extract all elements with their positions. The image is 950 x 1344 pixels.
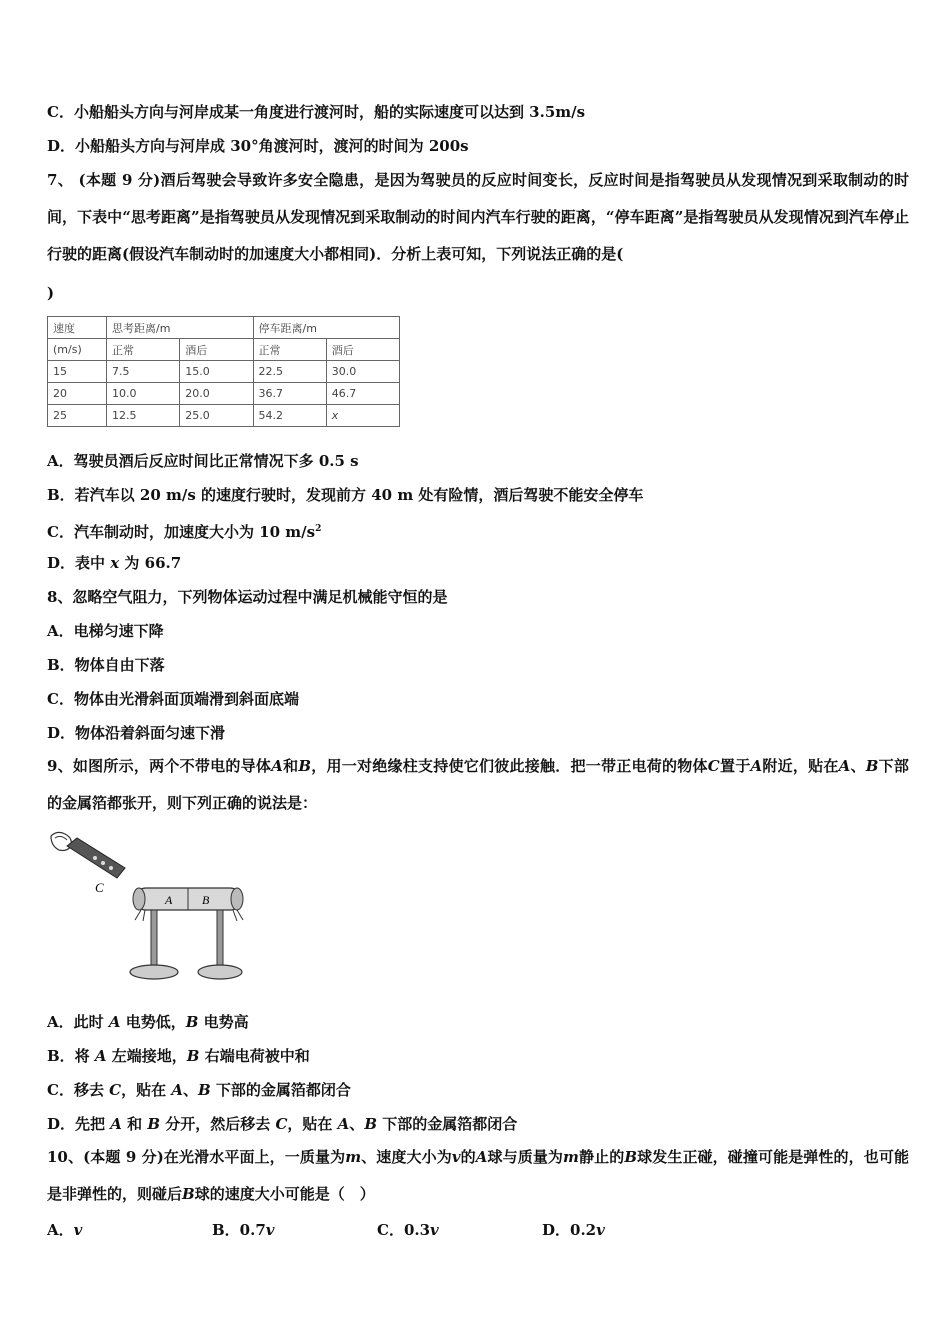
text: C．0.3 [377,1221,431,1239]
table-cell: 25 [48,405,107,427]
q8-option-c: C．物体由光滑斜面顶端滑到斜面底端 [47,690,299,708]
var: A [171,1081,183,1099]
text: 、 [349,1115,365,1133]
q8-option-d: D．物体沿着斜面匀速下滑 [47,724,226,742]
var: B [185,1013,199,1031]
text: 10、(本题 9 分)在光滑水平面上，一质量为 [47,1148,346,1166]
speed-label: 速度 [53,321,75,335]
text: B．0.7 [212,1221,266,1239]
q7-option-d [47,553,181,573]
table-cell: 30.0 [326,361,399,383]
table-row [48,361,400,383]
q9-option-c [47,1080,351,1100]
text: B．将 [47,1047,95,1065]
q7-stem: 7、 (本题 9 分)酒后驾驶会导致许多安全隐患，是因为驾驶员的反应时间变长，反应时间是指驾驶员从发现情况到采取制动的时间，下表中“思考距离”是指驾驶员从发现情况到采取制动的时间内汽车行驶的距离，“停车距离”是指驾驶员从发现情况到汽车停止行驶的距离(假设汽车制动时的加速度大小都相同)．分析上表可知，下列说法正确的是( [47,171,909,263]
conductors-figure [47,826,257,986]
table-cell: 15.0 [180,361,253,383]
table-cell: 20 [48,383,107,405]
text: D．先把 [47,1115,111,1133]
think-normal-header: 正常 [107,339,180,361]
var: A [110,1115,122,1133]
var: A [108,1013,121,1031]
stop-distance-header: 停车距离/m [253,317,400,339]
table-row [48,383,400,405]
var: A [337,1115,350,1133]
think-drunk-header: 酒后 [180,339,253,361]
var: B [624,1148,638,1166]
q9-option-d [47,1114,517,1134]
text: A．此时 [47,1013,109,1031]
q6-option-c: C．小船船头方向与河岸成某一角度进行渡河时，船的实际速度可以达到 3.5m/s [47,103,586,121]
q7-option-a: A．驾驶员酒后反应时间比正常情况下多 0.5 s [47,452,359,470]
q8-option-b: B．物体自由下落 [47,656,165,674]
q7-option-c [47,519,321,542]
q9-var: A [271,757,283,775]
table-cell: 25.0 [180,405,253,427]
q10-option-d [542,1220,605,1240]
var: m [345,1148,362,1166]
var: v [451,1148,461,1166]
speed-unit: (m/s) [48,339,107,361]
text: ，贴在 [287,1115,338,1133]
q9-stem-part: 9、如图所示，两个不带电的导体 [47,757,272,775]
q9-var: A [838,757,851,775]
var: B [364,1115,377,1133]
var: A [475,1148,488,1166]
think-distance-header: 思考距离/m [107,317,254,339]
text: 电势高 [198,1013,249,1031]
q7-option-d-var: x [110,554,120,572]
text: 和 [121,1115,148,1133]
label-a: A [165,893,173,907]
table-cell: 10.0 [107,383,180,405]
text: 的 [460,1148,476,1166]
var: B [147,1115,161,1133]
q7-option-b: B．若汽车以 20 m/s 的速度行驶时，发现前方 40 m 处有险情，酒后驾驶不能安全停车 [47,486,644,504]
text: 球与质量为 [487,1148,564,1166]
text: 左端接地， [106,1047,187,1065]
table-cell: 12.5 [107,405,180,427]
table-cell: 7.5 [107,361,180,383]
text: 下部的金属箔都闭合 [377,1115,518,1133]
var: v [73,1221,83,1239]
table-cell: 46.7 [326,383,399,405]
insulating-stand [217,910,223,972]
var: C [275,1115,288,1133]
q9-stem [47,748,909,822]
text: 分开，然后移去 [160,1115,276,1133]
insulating-stand [151,910,157,972]
q7-option-d-pre: D．表中 [47,554,111,572]
q7-paren: ) [47,284,55,302]
var: B [182,1185,195,1203]
q8-stem: 8、忽略空气阻力，下列物体运动过程中满足机械能守恒的是 [47,588,448,606]
text: 、速度大小为 [361,1148,452,1166]
q6-option-d: D．小船船头方向与河岸成 30°角渡河时，渡河的时间为 200s [47,137,469,155]
q10-option-c [377,1220,439,1240]
q9-var: B [865,757,879,775]
var: m [563,1148,579,1166]
table-row [48,405,400,427]
q9-option-b [47,1046,310,1066]
q9-var: A [750,757,763,775]
label-c: C [95,880,104,895]
q8-option-a: A．电梯匀速下降 [47,622,164,640]
text: 球发生正碰，碰撞可能是弹性的，也可能是非弹性的，则碰后 [47,1148,909,1203]
table-cell: 22.5 [253,361,326,383]
text: 下部的金属箔都闭合 [210,1081,351,1099]
text: 右端电荷被中和 [199,1047,310,1065]
var: B [198,1081,211,1099]
text: 静止的 [578,1148,625,1166]
q9-stem-part: 附近，贴在 [762,757,839,775]
table-cell: 36.7 [253,383,326,405]
text: 、 [183,1081,199,1099]
q9-stem-part: 和 [282,757,299,775]
q9-option-a [47,1012,249,1032]
q7-option-c-sup: 2 [315,524,322,534]
q9-var: B [298,757,312,775]
table-cell: 20.0 [180,383,253,405]
text: ，贴在 [121,1081,172,1099]
q10-option-b [212,1220,275,1240]
q7-option-d-post: 为 66.7 [119,554,182,572]
var: v [265,1221,275,1239]
text: 球的速度大小可能是（ ） [194,1185,375,1203]
table-cell: 54.2 [253,405,326,427]
hand-icon [51,832,71,850]
text: A． [47,1221,74,1239]
var: A [94,1047,107,1065]
text: 电势低， [120,1013,186,1031]
q9-stem-part: 下部的金属箔都张开，则下列正确的说法是： [47,757,909,812]
table-cell: 15 [48,361,107,383]
text: C．移去 [47,1081,110,1099]
var: v [430,1221,439,1239]
q9-var: C [707,757,720,775]
speed-header [48,317,107,339]
q9-stem-part: 、 [850,757,866,775]
q10-option-a [47,1220,82,1240]
stop-normal-header: 正常 [253,339,326,361]
q9-stem-part: ，用一对绝缘柱支持使它们彼此接触．把一带正电荷的物体 [311,757,708,775]
braking-distance-table [47,316,400,427]
stop-drunk-header: 酒后 [326,339,399,361]
table-cell: x [326,405,399,427]
q7-option-c-text: C．汽车制动时，加速度大小为 10 m/s [47,523,316,541]
q9-stem-part: 置于 [719,757,751,775]
q10-stem [47,1139,909,1213]
var: v [596,1221,605,1239]
text: D．0.2 [542,1221,597,1239]
var: B [186,1047,200,1065]
var: C [109,1081,122,1099]
label-b: B [202,893,210,907]
